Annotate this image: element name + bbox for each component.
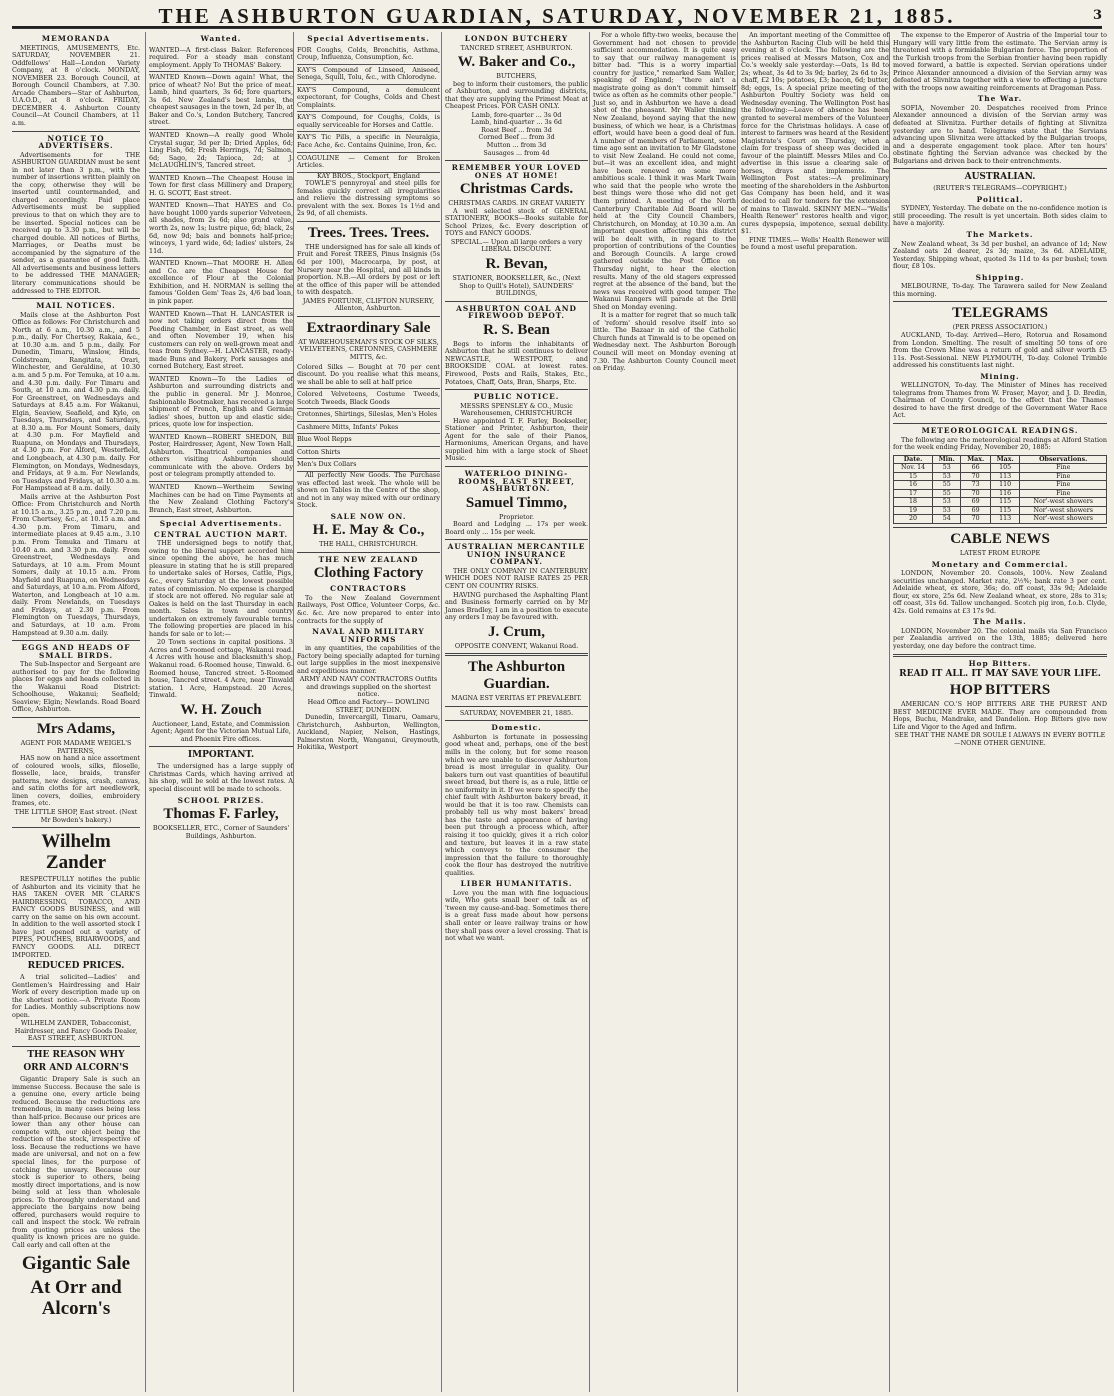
table-header-cell: Max. — [990, 455, 1020, 464]
divider — [893, 301, 1107, 302]
table-cell: 115 — [990, 498, 1020, 507]
column-1 — [12, 32, 143, 1392]
column-4 — [441, 32, 591, 1392]
memoranda-heading: MEMORANDA — [41, 34, 111, 43]
domestic-heading: Domestic. — [491, 723, 542, 733]
table-cell: Fine — [1020, 489, 1107, 498]
divider — [445, 706, 588, 707]
sale-goods-item: Colored Velveteens, Costume Tweeds, Scotch Tweeds, Black Goods — [297, 389, 440, 409]
table-cell: Nor'-west showers — [1020, 498, 1107, 507]
crum-name: J. Crum, — [487, 623, 546, 640]
political-heading: Political. — [976, 194, 1024, 204]
wanted-ad: WANTED—A first-class Baker. References required. For a steady man constant employment. Apply To THOMAS' Bakery. — [149, 45, 293, 73]
orr-text: Gigantic Drapery Sale is such an immense Success. Because the sale is a genuine one, every article being reduced. Because the reductions are tremendous, in many cases being less than half-price. Because our prices are lower than any other house can compete with, our object being the reduction of the stock, irrespective of loss. Because the reductions we have made are universal, and not on a few special lines, for the purpose of catching the unwary. Because our stock is superior to others, being mostly direct importations, and is now being sold at less than wholesale prices. To thoroughly understand and appreciate the bargains now being offered, purchasers would require to call and inspect the stock. We refrain from quoting prices as unless the quality is known prices are no guide. Call early and call often at the — [12, 1074, 140, 1250]
eggs-heading: EGGS AND HEADS OF SMALL BIRDS. — [21, 643, 131, 660]
adams-text: HAS now on hand a nice assortment of coloured wools, silks, filoselle, flosselle, lace, braids, transfer patterns, new designs, crash, canvas, and satin cloths for art needlework, linen covers, doilies, embroidery frames, etc. — [12, 754, 140, 808]
table-cell: 20 — [894, 515, 933, 524]
masthead-rule — [12, 28, 1102, 29]
table-cell: 69 — [961, 498, 991, 507]
contractors: CONTRACTORS — [330, 584, 407, 594]
intro-text: The expense to the Emperor of Austria of the Imperial tour to Hungary will vary little from the estimate. The Servian army is threatened with a formidable Bulgarian force. The proportion of the Turkish troops from the Serbian frontier having been rapidly moved forward, a battle is expected. Servian operations under Prince Alexander announced a division of the Servian army was defeated at Slivnitza together with a view to effecting a juncture with the troops now awaiting reinforcements at Dragoman Pass. — [893, 32, 1107, 92]
table-header-cell: Date. — [894, 455, 933, 464]
baker-sub: BUTCHERS, — [496, 72, 537, 81]
branches: Dunedin, Invercargill, Timaru, Oamaru, Christchurch, Ashburton, Wellington, Auckland, Napier, Nelson, Hastings, Palmerston North, Wanganui, Greymouth, Hokitika, Westport — [297, 713, 440, 752]
zander-name: Wilhelm Zander — [41, 831, 111, 874]
price-row: Roast Beef ... from 3d — [481, 125, 552, 134]
table-cell: Nor'-west showers — [1020, 515, 1107, 524]
table-row — [894, 481, 1107, 490]
meteo-table — [893, 455, 1107, 524]
sale-now-on: SALE NOW ON. — [330, 511, 407, 521]
table-cell: 70 — [961, 515, 991, 524]
table-cell: 53 — [933, 498, 961, 507]
newspaper-title: THE ASHBURTON GUARDIAN, SATURDAY, NOVEMBER 21, 1885. — [158, 4, 956, 28]
shipping-text: MELBOURNE, To-day. The Tarawera sailed for New Zealand this morning. — [893, 282, 1107, 298]
table-row — [894, 472, 1107, 481]
table-cell: 55 — [933, 481, 961, 490]
wanted-ad: WANTED Known—That MOORE H. Allen and Co. are the Cheapest House for excellence of Flour at the Colonial Exhibition, and H. NORMAN is selling the famous 'Golden Gem' Teas 2s, 4/6 bad loan, in pink paper. — [149, 258, 293, 308]
table-cell: 17 — [894, 489, 933, 498]
hop-bitters-title: HOP BITTERS — [949, 682, 1051, 699]
spensley-heading: MESSRS SPENSLEY & CO., Music Warehousemen, CHRISTCHURCH — [460, 401, 573, 418]
divider — [445, 653, 588, 656]
memoranda-text: MEETINGS, AMUSEMENTS, Etc. SATURDAY, NOVEMBER 21. Oddfellows' Hall—London Variety Company, at 8 o'clock. MONDAY, NOVEMBER 23. Borough Council, at Borough Council Chambers, at 7.30. Arcade Chambers—Star of Ashburton, U.A.O.D., at 8 o'clock. FRIDAY, DECEMBER 4. Ashburton County Council—At Council Chambers, at 11 a.m. — [12, 43, 140, 128]
eggs-text: The Sub-Inspector and Sergeant are authorised to pay for the following places for eggs and heads collected in the Wakanui Road District: Schoolhouse, Wakanui; Seafield; Seaview; Elgin; Newlands. Road Board Office, Ashburton. — [12, 660, 140, 714]
kay-signature: KAY BROS., Stockport, England — [317, 171, 420, 180]
orr-heading: ORR AND ALCORN'S — [23, 1062, 129, 1073]
column-7 — [889, 32, 1110, 1392]
hop-text: AMERICAN CO.'S HOP BITTERS ARE THE PUREST AND BEST MEDICINE EVER MADE. They are compounded from Hops, Buchu, Mandrake, and Dandelion. Hop Bitters give new Life and Vigor to the Aged and Infirm. — [893, 700, 1107, 731]
zouch-name: W. H. Zouch — [180, 701, 262, 718]
divider — [12, 1046, 140, 1047]
xmas-sub: CHRISTMAS CARDS. IN GREAT VARIETY — [448, 199, 585, 208]
guardian-date: SATURDAY, NOVEMBER 21, 1885. — [459, 708, 574, 717]
wanted-ad: WANTED Known—ROBERT SHEDON, Bill Poster, Hairdresser, Agent, New Town Hall, Ashburton. Theatrical companies and others visiting Ashburton should communicate with the above. Orders by post or telegram promptly attended to. — [149, 432, 293, 482]
kay-ad: KAY'S Compound of Linseed, Aniseed, Senega, Squill, Tolu, &c., with Chlorodyne. — [297, 65, 440, 85]
mail-close-text: Mails close at the Ashburton Post Office as follows: For Christchurch and North at 6 a.m., 10.30 a.m., and 5 p.m., daily. For Chertsey, Rakaia, &c., at 10.30 a.m. and 5 p.m., daily. For Dunedin, Timaru, Winslow, Hinds, Coldstream, Rangitata, Orari, Winchester, and Geraldine, at 10.30 a.m. and 5 p.m. For Temuka, at 10 a.m. and 4.30 p.m. daily. For Timaru and South, at 10 a.m. and 4.30 p.m. daily. For Greenstreet, on Wednesdays and Saturdays at 8.45 a.m. For Wakanui, Elgin, Seaview, Seafield, and Kyle, on Tuesdays, Thursdays, and Saturdays, at 8.30 a.m. For Mount Somers, daily at 4.30 p.m. For Mayfield and Ruapuna, on Mondays and Thursdays, at 4.30 p.m. For Alford, Westerfield, and Longbeach, at 4.30 p.m. daily. For Flemington, on Mondays, Wednesdays, and Fridays, at 9 a.m. For Newlands, on Tuesdays and Fridays, at 10.30 a.m. For Hampstead at 8 a.m. daily. — [12, 310, 140, 493]
remember-heading: REMEMBER YOUR LOVED ONES AT HOME! — [451, 163, 582, 180]
special-heading: Special Advertisements. — [159, 519, 283, 529]
divider — [12, 717, 140, 718]
reduced-prices: REDUCED PRICES. — [27, 961, 125, 972]
divider — [445, 720, 588, 721]
notice-heading: NOTICE TO ADVERTISERS. — [38, 133, 114, 151]
table-cell: 116 — [990, 489, 1020, 498]
cable-sub: LATEST FROM EUROPE — [959, 548, 1041, 557]
political-text: SYDNEY, Yesterday. The debate on the no-confidence motion is still proceeding. The result is yet uncertain. Both sides claim to have a majority. — [893, 204, 1107, 228]
table-cell: Fine — [1020, 481, 1107, 490]
liber-heading: LIBER HUMANITATIS. — [460, 879, 573, 889]
wanted-ad: WANTED Known—To the Ladies of Ashburton and surrounding districts and the public in general. Mr J. Monroe, fashionable Bootmaker, has received a large shipment of French, English and German ladies' shoes, button up and elastic side; prices, quote low for inspection. — [149, 374, 293, 432]
table-row — [894, 515, 1107, 524]
table-cell: 70 — [961, 472, 991, 481]
sale-goods-item: Colored Silks — Bought at 70 per cent discount. Do you realise what this means, we shall be able to sell at half price — [297, 362, 440, 390]
mercantile-heading: AUSTRALIAN MERCANTILE UNION INSURANCE COMPANY. — [447, 542, 586, 567]
domestic-text: Ashburton is fortunate in possessing good wheat and, perhaps, one of the best mills in the colony, but for some reason which we are unable to discover Ashburton bread is most irregular in quality. Our bakers turn out vast quantities of beautiful sweet bread, but there is, as a rule, little or no uniformity in it. If we were to specify the chief fault with Ashburton bakery bread, it would be that it is too raw. Chemists can probably tell us why most bakers' bread has the taste and appearance of having been put through a process which, after raising it too quickly, gives it a rich color and texture, but leaves it in a raw state which conveys to the consumer the impression that the failure to thoroughly cook the flour has destroyed the nutritive qualities. — [445, 732, 588, 877]
special-discount: SPECIAL.— Upon all large orders a very LIBERAL DISCOUNT. — [450, 237, 583, 254]
table-cell: 18 — [894, 498, 933, 507]
towle-text: TOWLE'S pennyroyal and steel pills for females quickly correct all irregularities and relieve the distressing symptoms so prevalent with the sex. Boxes 1s 1½d and 2s 9d, of all chemists. — [297, 179, 440, 218]
may-sub: THE HALL, CHRISTCHURCH. — [319, 540, 418, 549]
special-heading: Special Advertisements. — [307, 34, 430, 43]
table-cell: 53 — [933, 472, 961, 481]
divider — [445, 466, 588, 467]
waterloo-heading: WATERLOO DINING-ROOMS, EAST STREET, ASHBURTON. — [458, 468, 575, 494]
wanted-ad: WANTED Known—That H. LANCASTER is now not taking orders direct from the Peeding Chamber, in East street, as well and often November 19, when his customers can rely on well-grown meat and teas from Sydney.—H. LANCASTER, ready-made Buns and Bakery, Pork sausages and corned Butchery, East street. — [149, 309, 293, 374]
table-cell: 53 — [933, 464, 961, 473]
meteo-table-body — [894, 464, 1107, 524]
table-cell: Nov. 14 — [894, 464, 933, 473]
mails-heading: The Mails. — [973, 617, 1027, 627]
zander-text: RESPECTFULLY notifies the public of Ashburton and its vicinity that he HAS TAKEN OVER MR CLARK'S HAIRDRESSING, TOBACCO, AND FANCY GOODS BUSINESS, and will carry on the same on his own account. In addition to the well assorted stock I have just opened out a variety of PIPES, POUCHES, BRIARWOODS, and FANCY GOODS. ALL DIRECT IMPORTED. — [12, 875, 140, 959]
monetary-heading: Monetary and Commercial. — [931, 559, 1069, 569]
wanted-ad: WANTED Known—That HAYES and Co. have bought 1000 yards superior Velveteen, all shades, from 2s 6d; also grand value, worth 2s, now 1s; lustre pique, 6d; black, 2s 6d, now 9d; bais and bonnets half-price; winceys, 1 yard wide, 6d; ladies' ulsters, 2s 11d. — [149, 200, 293, 258]
table-cell: 55 — [933, 489, 961, 498]
table-cell: Fine — [1020, 472, 1107, 481]
table-cell: Nor'-west showers — [1020, 506, 1107, 515]
kay-ad: KAY'S Compound, for Coughs, Colds, is equally serviceable for Horses and Cattle. — [297, 112, 440, 132]
markets-text: New Zealand wheat, 3s 3d per bushel, an advance of 1d; New Zealand oats 2d dearer, 2s 3d; maize, 3s 6d. ADELAIDE, Yesterday. Shipping wheat, quoted 3s 11d to 4s per bushel; town flour, £8 10s. — [893, 239, 1107, 271]
divider — [12, 298, 140, 299]
army-text: ARMY AND NAVY CONTRACTORS Outfits and drawings supplied on the shortest notice. — [299, 675, 438, 699]
sale-goods-item: Blue Wool Repps — [297, 434, 440, 447]
meteo-heading: METEOROLOGICAL READINGS. — [921, 425, 1079, 435]
auction-heading: CENTRAL AUCTION MART. — [153, 529, 289, 539]
notice-text: Advertisements for THE ASHBURTON GUARDIAN must be sent in not later than 3 p.m., with the number of insertions written plainly on the copy, otherwise they will be inserted until countermanded, and charged accordingly. Paid place Advertisements must be supplied previous to that on which they are to be inserted. Special notices can be received up to 3.30 p.m., but will be charged double. All notices of Births, Marriages, or Deaths must be accompanied by the signature of the sender, as a guarantee of good faith. All advertisements and business letters to be addressed THE MANAGER; literary communications should be addressed to THE EDITOR. — [12, 150, 140, 295]
zander-text-2: A trial solicited—Ladies' and Gentlemen's Hairdressing and Hair Work of every description made up on the shortest notice.—A Private Room for Ladies. Monthly subscriptions now open. — [12, 973, 140, 1019]
table-row — [894, 498, 1107, 507]
page-number: 3 — [1092, 8, 1102, 23]
table-row — [894, 489, 1107, 498]
mercantile-text: THE ONLY COMPANY IN CANTERBURY WHICH DOES NOT RAISE RATES 25 PER CENT ON COUNTRY RISKS. — [445, 566, 588, 590]
telegrams-text: AUCKLAND, To-day. Arrived—Hero, Rotorua and Rosamond from London. Smelting. The result of smelting 50 tons of ore from the Crown Mine was a return of gold and silver worth £5 11s. Post-Sessional. NEW PLYMOUTH, To-day. Colonel Trimble addressed his constituents last night. — [893, 330, 1107, 370]
mails-text: LONDON, November 20. The colonial mails via San Francisco per Zealandia arrived on the 13th, 1885; delivered here yesterday, one day before the contract time. — [893, 626, 1107, 650]
table-row — [894, 506, 1107, 515]
orr-alcorn-footer: At Orr and Alcorn's — [30, 1276, 122, 1319]
table-cell: 70 — [961, 489, 991, 498]
divider — [893, 168, 1107, 169]
baker-name: W. Baker and Co., — [457, 54, 576, 71]
hop-footer: SEE THAT THE NAME DR SOULE I ALWAYS IN EVERY BOTTLE—NONE OTHER GENUINE. — [894, 731, 1106, 747]
divider — [297, 316, 440, 317]
australian-heading: AUSTRALIAN. — [964, 172, 1036, 183]
crum-sub: OPPOSITE CONVENT, Wakanui Road. — [454, 641, 579, 650]
mining-text: WELLINGTON, To-day. The Minister of Mines has received telegrams from Thames from W. Fraser, Mayor, and J. D. Bredin, Chairman of County Council, to the effect that the Thames desired to have the first dredge of the Government Water Race Act. — [893, 381, 1107, 420]
xmas-text: A well selected stock of GENERAL STATIONERY, BOOKS—Books suitable for School Prizes, &c. Every description of TOYS and FANCY GOODS. — [445, 206, 588, 238]
nz-heading: THE NEW ZEALAND — [318, 554, 419, 564]
guardian-motto: MAGNA EST VERITAS ET PREVALEBIT. — [451, 694, 582, 703]
divider — [445, 389, 588, 390]
war-text: SOFIA, November 20. Despatches received from Prince Alexander announced a division of the Servian army was defeated at Slivnitza. Further details of fighting at Slivnitza yesterday are to hand. Telegrams state that the Servians advancing upon Slivnitza were attacked by the Bulgarian troops, and a desperate engagement took place. After ten hours' obstinate fighting the Servian advance was checked by the Bulgarians and driven back to their entrenchments. — [893, 103, 1107, 165]
column-2 — [145, 32, 296, 1392]
shipping-heading: Shipping. — [975, 272, 1025, 282]
wanted-ad: WANTED Known—Down again! What, the price of wheat? No! But the price of meat. Lamb, hind quarters, 3s 6d; fore quarters, 3s 6d. New Zealand's best lambs, the cheapest sausages in the town, 2d per lb, at Baker and Co.'s, London Butchery, Tancred street. — [149, 72, 293, 130]
table-cell: 115 — [990, 506, 1020, 515]
reason-heading: THE REASON WHY — [27, 1049, 125, 1060]
spensley-text: Have appointed T. F. Farley, Bookseller, Stationer and Printer, Ashburton, their Agent for the sale of their Pianos, Harmoniums, American Organs, and have supplied him with a large stock of Sheet Music. — [445, 416, 588, 463]
bevan-sub: STATIONER, BOOKSELLER, &c., (Next Shop to Quill's Hotel), SAUNDERS' BUILDINGS, — [452, 274, 581, 298]
masthead — [12, 4, 1102, 28]
gigantic-sale: Gigantic Sale — [21, 1252, 131, 1274]
war-heading: The War. — [977, 94, 1023, 104]
column-3 — [293, 32, 443, 1392]
cable-heading: CABLE NEWS — [950, 530, 1050, 547]
public-notice: PUBLIC NOTICE. — [473, 392, 560, 402]
divider — [893, 423, 1107, 424]
table-header-cell: Min. — [933, 455, 961, 464]
sale-goods-item: Men's Dux Collars — [297, 459, 440, 472]
price-row: Corned Beef ... from 3d — [478, 133, 555, 142]
australian-sub: (REUTER'S TELEGRAMS—COPYRIGHT.) — [933, 184, 1067, 193]
table-cell: 53 — [933, 506, 961, 515]
kay-ad: COAGULINE — Cement for Broken Articles. — [297, 153, 440, 173]
divider — [445, 301, 588, 302]
kay-ad: KAY'S Compound, a demulcent expectorant, for Coughs, Colds and Chest Complaints. — [297, 85, 440, 113]
meteo-intro: The following are the meteorological readings at Alford Station for the week ending Friday, November 20, 1885: — [893, 435, 1107, 452]
timmo-sub: Proprietor. — [499, 512, 534, 521]
telegrams-heading: TELEGRAMS — [952, 305, 1048, 322]
table-cell: 66 — [961, 464, 991, 473]
sale-goods-item: Cotton Shirts — [297, 447, 440, 460]
news-text: An important meeting of the Committee of the Ashburton Racing Club will be held this evening at 8 o'clock. The following are the prices realised at Messrs Matson, Cox and Co.'s weekly sale yesterday:—Oats, 1s 8d to 2s; wheat, 3s 4d to 3s 9d; barley, 2s 6d to 3s; chaff, £2 10s; potatoes, £3; bacon, 6d; butter, 8d; eggs, 1s. A special prize meeting of the Ashburton Poultry Society was held on Wednesday evening. The Wellington Post has the following:—Leave of absence has been granted to several members of the Volunteer force for the Christmas holidays. A case of interest to farmers was heard at the Resident Magistrate's Court on Thursday, when a claim for trespass of sheep was decided in favour of the plaintiff. Messrs Miles and Co. advertise in this issue a clearing sale of horses, drays and implements. The Wellington Post states:—A preliminary meeting of the shareholders in the Ashburton Gas Company has been held, and it was decided to call for tenders for the extension of mains to Tinwald. SKINNY MEN—"Wells' Health Renewer" restores health and vigor, cures dyspepsia, impotence, sexual debility. $1. — [741, 32, 889, 236]
extra-sub: AT WAREHOUSEMAN'S STOCK OF SILKS, VELVETEENS, CRETONNES, CASHMERE MITTS, &c. — [298, 337, 439, 361]
naval-text: in any quantities, the capabilities of the Factory being specially adapted for turning out large supplies in the most inexpensive and expeditious manner. — [297, 644, 440, 675]
table-cell: 54 — [933, 515, 961, 524]
bean-text: Begs to inform the inhabitants of Ashburton that he still continues to deliver NEWCASTLE, WESTPORT, and BROOKSIDE COAL at lowest rates. Firewood, Posts and Rails, Stakes, Etc., Potatoes, Chaff, Oats, Bran, Sharps, Etc. — [445, 339, 588, 386]
trees-signature: JAMES FORTUNE, CLIFTON NURSERY, Allenton, Ashburton. — [302, 296, 435, 313]
zouch-sub: Auctioneer, Land, Estate, and Commission Agent; Agent for the Victorian Mutual Life, and Phoenix Fire offices. — [151, 719, 291, 743]
news-text-2: It is a matter for regret that so much talk of 'reform' should resolve itself into so little. The Bazaar in aid of the Catholic Church funds at Tinwald is to be opened on Wednesday next. The Ashburton Borough Council will meet on Monday evening at 7.30. The Ashburton County Council meet on Friday. — [593, 311, 736, 373]
trees-text: THE undersigned has for sale all kinds of Fruit and Forest TREES, Pinus Insignis (5s 6d per 100), Macrocarpa, by post, at Nursery near the Hospital, and all kinds in proportion. N.B.—All orders by post or left at the office of this paper will be attended to with despatch. — [297, 242, 440, 297]
important-text: The undersigned has a large supply of Christmas Cards, which having arrived at his shop, will be sold at the lowest rates. A special discount will be made to schools. — [149, 762, 293, 794]
divider — [445, 539, 588, 540]
kay-ad: FOR Coughs, Colds, Bronchitis, Asthma, Croup, Influenza, Consumption, &c. — [297, 45, 440, 65]
table-cell: 105 — [990, 464, 1020, 473]
column-6 — [737, 32, 892, 1392]
asphalt-text: HAVING purchased the Asphalting Plant and Business formerly carried on by Mr James Bradley, I am in a position to execute any orders I may be favoured with. — [445, 590, 588, 622]
wanted-ad: WANTED Known—A really good Whole Crystal sugar, 3d per lb; Dried Apples, 6d; Ling Fish, 6d; Fresh Herrings, 7d; Salmon, 6d; Sago, 2d; Tapioca, 2d; at J. McLAUGHLIN'S, Tancred street. — [149, 130, 293, 173]
table-cell: 73 — [961, 481, 991, 490]
kay-ad: KAY'S Tic Pills, a specific in Neuralgia, Face Ache, &c. Contains Quinine, Iron, &c. — [297, 132, 440, 152]
adams-name: Mrs Adams, — [36, 721, 116, 738]
sale-foot: All perfectly New Goods. The Purchase was effected last week. The whole will be shown on Tables in the Centre of the shop, and not in any way mixed with our ordinary Stock. — [297, 470, 440, 510]
table-cell: 113 — [990, 515, 1020, 524]
telegrams-sub: (PER PRESS ASSOCIATION.) — [952, 323, 1048, 332]
farley-name: Thomas F. Farley, — [163, 806, 279, 823]
price-row: Sausages ... from 4d — [483, 148, 550, 157]
news-text: For a whole fifty-two weeks, because the Government had not chosen to provide sufficient accommodation. It is quite easy to say that our railway management is bitter bad. "This is a worry impartial country for justice," remarked Sam Waller, speaking of England; "there ain't a magistrate going as don't commit himself twice as often as he commits other people." Just so, and in Ashburton we have a dead shot of the pheasant. Mr Waller thinking New Zealand, beyond saying that the new business, of which we hear, is a Christmas effort, would have been a good deal of fun. A number of members of Parliament, some time ago sent an invitation to Mr Gladstone to visit New Zealand. He could not come, but—it was an excellent idea, and might have been renewed on some more ambitious scale. I think it was Mark Twain who said that the people who wrote the best things were those who did not get them printed. A meeting of the North Canterbury Charitable Aid Board will be held at the City Council Chambers, Christchurch, on Monday, at 10.30 a.m. An important question affecting this district will be dealt with, in regard to the proportion of contributions of the Counties and Borough Councils. A large crowd gathered outside the Post Office on Thursday night, to hear the election results. Many of the old stagers expressed regret at the absence of the band, but the news was received with good temper. The Wakanui Rangers will parade at the Drill Shed on Monday evening. — [593, 32, 736, 311]
table-header-cell: Max. — [961, 455, 991, 464]
divider — [12, 640, 140, 641]
table-cell: 15 — [894, 472, 933, 481]
price-row: Lamb, hind-quarter ... 3s 6d — [471, 118, 562, 127]
table-cell: 69 — [961, 506, 991, 515]
head-office: Head Office and Factory— DOWLING STREET, DUNEDIN. — [307, 698, 430, 714]
extraordinary-sale: Extraordinary Sale — [306, 319, 431, 336]
divider — [893, 527, 1107, 528]
markets-heading: The Markets. — [966, 230, 1034, 240]
trees-heading: Trees. Trees. Trees. — [307, 224, 430, 241]
sale-goods-item: Cashmere Mitts, Infants' Pokes — [297, 422, 440, 435]
table-header-row — [894, 455, 1107, 464]
london-heading: LONDON BUTCHERY — [464, 34, 569, 43]
mining-heading: Mining. — [980, 371, 1020, 381]
auction-properties: 20 Town sections in capital positions. 3 Acres and 5-roomed cottage, Wakanui road. 4 Acres with house and blacksmith's shop, Wakanui road. 6-Roomed house, Tinwald. 6-Roomed house, Tancred street. 5-Roomed house, Tancred street. 4 Acre, near Tinwald station. 1 Acre, Hampstead. 20 Acres, Tinwald. — [149, 638, 293, 700]
table-cell: 110 — [990, 481, 1020, 490]
hop-read: READ IT ALL. IT MAY SAVE YOUR LIFE. — [899, 669, 1101, 680]
bean-name: R. S. Bean — [483, 321, 550, 338]
sale-goods-item: Cretonnes, Shirtings, Sileslas, Men's Holes — [297, 409, 440, 422]
clothing-text: To the New Zealand Government Railways, Post Office, Volunteer Corps, &c. &c. &c. Are now prepared to enter into contracts for the supply of — [297, 593, 440, 625]
timmo-name: Samuel Timmo, — [465, 494, 568, 511]
coal-heading: ASHBURTON COAL AND FIREWOOD DEPOT. — [456, 303, 577, 321]
auction-text: THE undersigned begs to notify that, owing to the liberal support accorded him since opening the above, he has much pleasure in stating that he is still prepared to undertake sales of Horses, Cattle, Pigs, &c., every Saturday at the lowest possible rates of commission. No expense is charged if stock are not offered. No regular sale at Oakes is held on the last Thursday in each month. Sales in town and country undertaken on extremely favourable terms. The following properties are placed in his hands for sale or to let:— — [149, 539, 293, 638]
table-row — [894, 464, 1107, 473]
zander-signature: WILHELM ZANDER, Tobacconist, Hairdresser, and Fancy Goods Dealer, EAST STREET, ASHBURTON. — [14, 1019, 138, 1043]
price-row: Lamb, fore-quarter ... 3s 0d — [471, 110, 562, 119]
mail-arrive-text: Mails arrive at the Ashburton Post Office: From Christchurch and North at 10.15 a.m., 3.25 p.m., and 7.20 p.m. From Chertsey, &c., at 10.15 a.m. and 4.30 p.m. From Timaru, and intermediate places at 9.45 a.m., 3.10 p.m. From Temuka and Timaru at 10.40 a.m. and 3.30 p.m. daily. From Greenstreet, Wednesdays and Saturdays, at 10 a.m. From Mount Somers, daily at 10.15 a.m. From Mayfield and Ruapuna, on Wednesdays and Saturdays, at 10 a.m. From Alford, Waterton, and Longbeach at 10 a.m. daily. From Newlands, on Tuesdays and Fridays, at 2.30 p.m. From Flemington on Tuesdays, Thursdays, and Saturdays, at 10 a.m. From Hampstead at 9.30 a.m. daily. — [12, 492, 140, 637]
divider — [893, 654, 1107, 657]
wanted-heading: Wanted. — [200, 34, 242, 43]
divider — [149, 746, 293, 747]
wanted-ad: WANTED Known—Wertheim Sewing Machines can be had on Time Payments at the New Zealand Clothing Factory's Branch, East street, Ashburton. — [149, 482, 293, 517]
important-heading: IMPORTANT. — [187, 750, 255, 761]
column-5 — [589, 32, 739, 1392]
divider — [445, 160, 588, 161]
guardian-title: The Ashburton Guardian. — [467, 659, 566, 693]
little-shop: THE LITTLE SHOP, East street. (Next Mr Bowden's bakery.) — [14, 807, 138, 824]
table-cell: Fine — [1020, 464, 1107, 473]
may-name: H. E. May & Co., — [312, 522, 425, 539]
divider — [12, 131, 140, 132]
table-cell: 113 — [990, 472, 1020, 481]
mail-heading: MAIL NOTICES. — [36, 301, 116, 311]
hop-heading: Hop Bitters. — [968, 658, 1032, 668]
divider — [297, 221, 440, 222]
christmas-cards: Christmas Cards. — [459, 181, 574, 198]
london-sub: TANCRED STREET, ASHBURTON. — [460, 43, 573, 52]
liber-text: Love you the man with fine loquacious wife, Who gets small beer of talk as of 'tween my cause-and-bag. Sometimes there is a great fuss made about how persons shall enter or leave railway trains or how they shall pass over a level crossing. That is not what we want. — [445, 888, 588, 943]
price-row: Mutton ... from 3d — [486, 141, 547, 150]
bevan-name: R. Bevan, — [485, 256, 548, 273]
table-cell: 19 — [894, 506, 933, 515]
news-text-2: FINE TIMES.— Wells' Health Renewer will be found a most useful preparation. — [741, 235, 889, 252]
wanted-ad: WANTED Known—The Cheapest House in Town for first class Millinery and Drapery, H. G. SCOTT, East street. — [149, 173, 293, 201]
naval-heading: NAVAL AND MILITARY UNIFORMS — [312, 627, 425, 644]
divider — [297, 552, 440, 553]
school-prizes: SCHOOL PRIZES. — [177, 795, 265, 805]
table-cell: 16 — [894, 481, 933, 490]
monetary-text: LONDON, November 20. Consols, 100⅛. New Zealand securities unchanged. Market rate, 2½%; bank rate 3 per cent. Adelaide wheat, ex store, 36s; do. off coast, 33s 9d; Adelaide flour, ex store, 25s 6d. New Zealand wheat, ex store, 28s to 31s; off coast, 31s 6d. Tallow unchanged. Scotch pig iron, f.o.b. Clyde, 42s. Gold remains at £3 17s 9d. — [893, 569, 1107, 615]
table-header-cell: Observations. — [1020, 455, 1107, 464]
adams-sub: AGENT FOR MADAME WEIGEL'S PATTERNS, — [20, 739, 132, 755]
clothing-factory: Clothing Factory — [313, 565, 424, 582]
divider — [12, 827, 140, 828]
timmo-text: Board and Lodging ... 17s per week. Board only ... 15s per week. — [445, 520, 588, 536]
baker-text: beg to inform their customers, the public of Ashburton, and surrounding districts, that they are supplying the Primest Meat at Cheapest Prices. FOR CASH ONLY. — [445, 79, 588, 111]
farley-sub: BOOKSELLER, ETC., Corner of Saunders' Buildings, Ashburton. — [152, 824, 290, 840]
